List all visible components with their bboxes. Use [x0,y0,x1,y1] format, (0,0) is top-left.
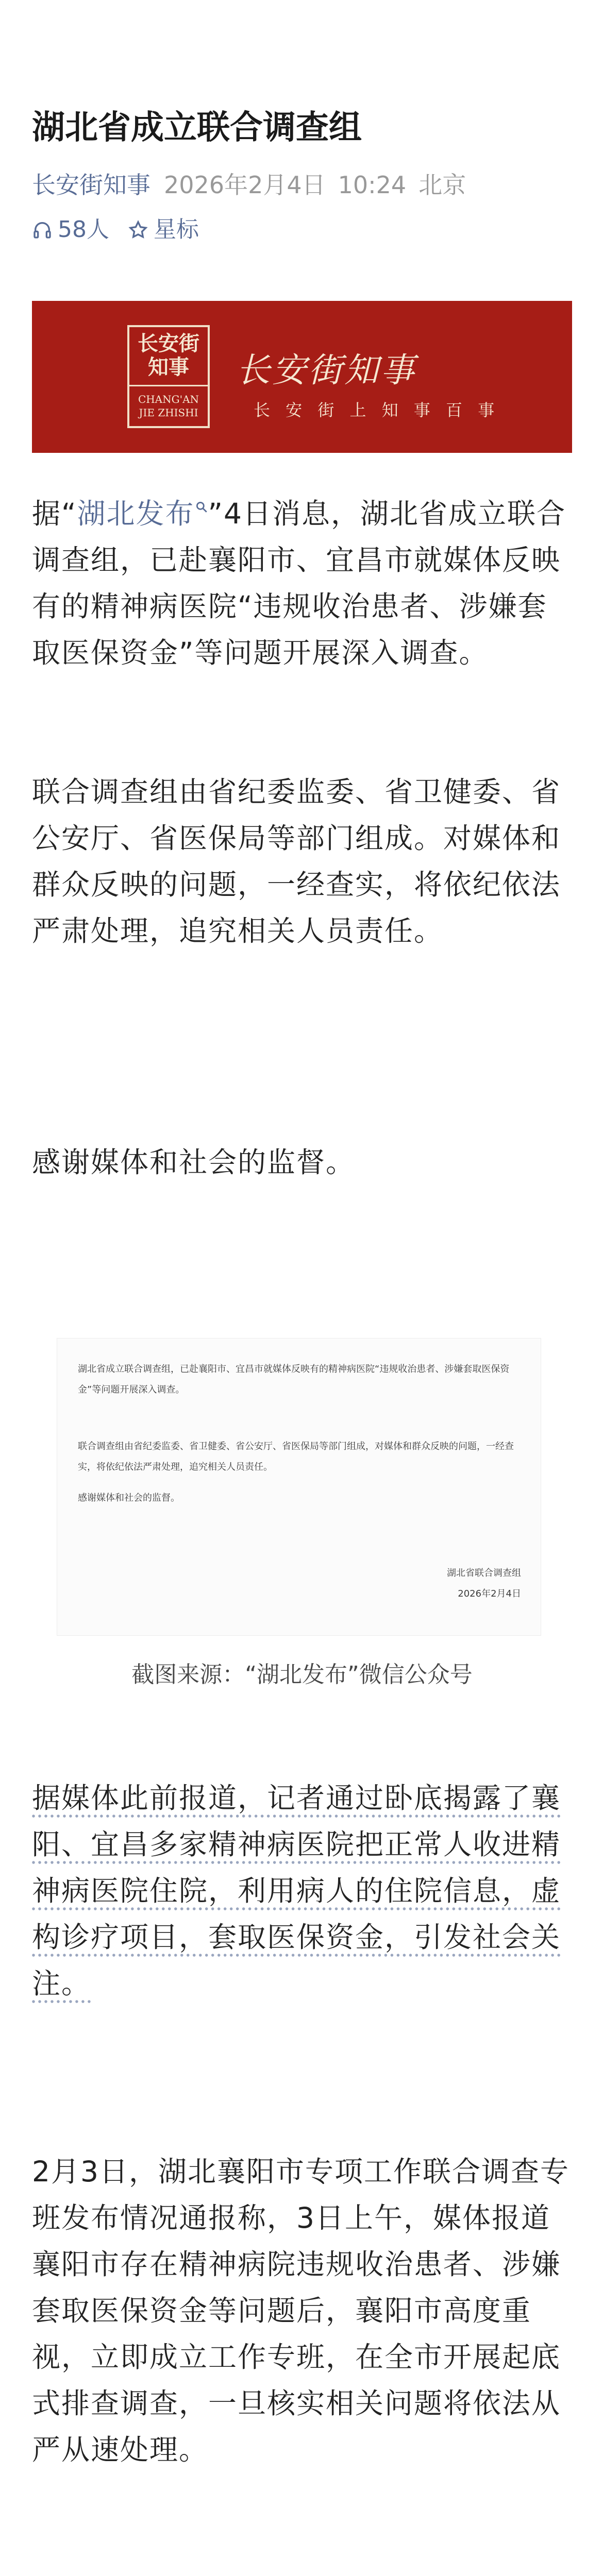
listener-count: 58人 [58,216,109,243]
paragraph-5: 2月3日，湖北襄阳市专项工作联合调查专班发布情况通报称，3日上午，媒体报道襄阳市存在精神病院违规收治患者、涉嫌套取医保资金等问题后，襄阳市高度重视，立即成立工作专班，在全市开展起底式排查调查，一旦核实相关问题将依法从严从速处理。 [32,2155,569,2466]
listen-button[interactable] [32,214,109,245]
p1-prefix: 据“ [32,497,77,530]
p1-rest: ”4日消息，湖北省成立联合调查组，已赴襄阳市、宜昌市就媒体反映有的精神病医院“违规收治患者、涉嫌套取医保资金”等问题开展深入调查。 [32,497,566,669]
article-title: 湖北省成立联合调查组 [32,109,362,147]
paragraph-4: 据媒体此前报道，记者通过卧底揭露了襄阳、宜昌多家精神病医院把正常人收进精神病医院住院，利用病人的住院信息，虚构诊疗项目，套取医保资金，引发社会关注。 [32,1782,561,2000]
hubei-fabu-link-text: 湖北发布 [77,497,195,530]
banner-subline: 长 安 街 上 知 事 百 事 [254,400,500,420]
headphone-icon [32,219,53,240]
paragraph-3: 感谢媒体和社会的监督。 [32,1146,356,1179]
hubei-fabu-link[interactable] [77,497,208,530]
star-label: 星标 [154,216,199,243]
article-stats [32,214,217,245]
banner-logo-subtext: CHANG'AN JIE ZHISHI [138,393,199,419]
paragraph-2: 联合调查组由省纪委监委、省卫健委、省公安厅、省医保局等部门组成。对媒体和群众反映的问题，一经查实，将依纪依法严肃处理，追究相关人员责任。 [32,775,561,947]
screenshot-paragraph-3: 感谢媒体和社会的监督。 [78,1493,180,1503]
screenshot-signature: 湖北省联合调查组 [447,1568,521,1579]
star-icon [128,219,148,240]
publish-location: 北京 [418,171,466,199]
publish-time: 10:24 [338,171,407,199]
screenshot-image[interactable] [57,1338,541,1636]
image-caption: 截图来源：“湖北发布”微信公众号 [131,1662,473,1688]
screenshot-paragraph-1: 湖北省成立联合调查组，已赴襄阳市、宜昌市就媒体反映有的精神病医院“违规收治患者、涉嫌套取医保资金”等问题开展深入调查。 [78,1364,510,1395]
account-name-link[interactable]: 长安街知事 [32,171,150,199]
header-banner [32,301,572,453]
paragraph-1 [32,490,572,676]
banner-logo-text: 长安街知事 [138,331,199,379]
banner-logo-divider [127,385,210,386]
screenshot-date: 2026年2月4日 [458,1588,521,1599]
publish-date: 2026年2月4日 [164,171,326,199]
article-meta [32,170,466,200]
star-button[interactable] [128,214,199,245]
screenshot-paragraph-2: 联合调查组由省纪委监委、省卫健委、省公安厅、省医保局等部门组成，对媒体和群众反映的问题，一经查实，将依纪依法严肃处理，追究相关人员责任。 [78,1441,514,1472]
banner-slogan: 长安街知事 [236,350,416,390]
search-icon [195,500,208,514]
